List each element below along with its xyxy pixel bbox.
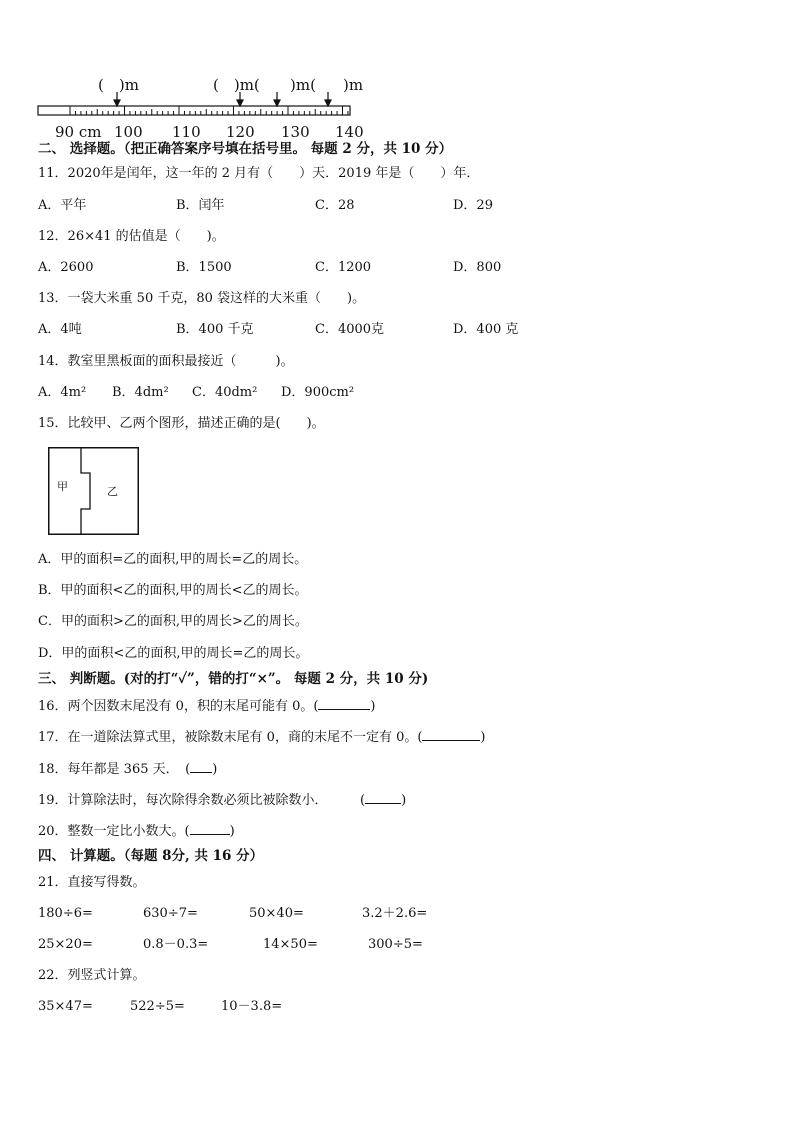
calc-item: 180÷6=	[38, 906, 93, 921]
question-text: 17．在一道除法算式里，被除数末尾有 0，商的末尾不一定有 0。(	[38, 730, 423, 745]
figure-label-left: 甲	[57, 480, 68, 493]
option: C．1200	[315, 260, 372, 275]
section-title: 四、 计算题。（每题 8分, 共 16 分）	[38, 848, 264, 864]
option: D．800	[453, 260, 502, 275]
option: B．甲的面积<乙的面积,甲的周长<乙的周长。	[38, 583, 308, 598]
option: C．4000克	[315, 322, 385, 337]
option: A．4吨	[38, 322, 82, 337]
calc-item: 630÷7=	[143, 906, 198, 921]
question-12: 12．26×41 的估值是（ )。	[38, 229, 225, 244]
close-paren: )	[370, 699, 376, 714]
section-title: 三、 判断题。(对的打“✓”，错的打“×”。 每题 2 分，共 10 分)	[38, 671, 429, 687]
question-13: 13．一袋大米重 50 千克，80 袋这样的大米重（ )。	[38, 291, 366, 306]
ruler-blank-label: ( )m	[98, 76, 139, 94]
option: C．40dm²	[192, 385, 258, 400]
ruler-number: 90 cm	[55, 123, 102, 141]
close-paren: )	[480, 730, 486, 745]
calc-item: 10－3.8=	[221, 999, 283, 1014]
ruler-number: 120	[226, 123, 255, 141]
calc-item: 50×40=	[249, 906, 304, 921]
ruler-blank-label: )m	[343, 76, 364, 94]
question-text: 16．两个因数末尾没有 0，积的末尾可能有 0。(	[38, 699, 319, 714]
ruler-blank-label: ( )m(	[213, 76, 260, 94]
judge-question-17	[38, 728, 486, 746]
judge-question-18	[38, 760, 217, 778]
judge-question-19	[38, 791, 406, 809]
answer-blank[interactable]	[422, 728, 480, 741]
option: D．400 克	[453, 322, 519, 337]
option: A．甲的面积=乙的面积,甲的周长=乙的周长。	[38, 552, 308, 567]
calc-item: 0.8－0.3=	[143, 937, 209, 952]
question-21: 21．直接写得数。	[38, 875, 146, 890]
question-22: 22．列竖式计算。	[38, 968, 146, 983]
ruler-blank-label: )m(	[290, 76, 316, 94]
calc-item: 522÷5=	[130, 999, 185, 1014]
ruler-number: 100	[114, 123, 143, 141]
ruler-number: 140	[335, 123, 364, 141]
ruler-number: 110	[172, 123, 201, 141]
answer-blank[interactable]	[190, 822, 230, 835]
calc-item: 300÷5=	[368, 937, 423, 952]
comparison-figure	[48, 447, 140, 535]
answer-blank[interactable]	[365, 791, 401, 804]
option: D．29	[453, 198, 493, 213]
close-paren: )	[229, 824, 235, 839]
section-title: 二、 选择题。（把正确答案序号填在括号里。 每题 2 分，共 10 分）	[38, 141, 453, 157]
close-paren: )	[401, 793, 407, 808]
question-text: 18．每年都是 365 天． (	[38, 762, 191, 777]
option: D．900cm²	[281, 385, 355, 400]
calc-item: 35×47=	[38, 999, 93, 1014]
ruler-number: 130	[281, 123, 310, 141]
option: A．平年	[38, 198, 87, 213]
option: B．4dm²	[112, 385, 169, 400]
question-text: 20．整数一定比小数大。(	[38, 824, 190, 839]
option: D．甲的面积<乙的面积,甲的周长=乙的周长。	[38, 646, 309, 661]
question-15: 15．比较甲、乙两个图形，描述正确的是( )。	[38, 416, 325, 431]
option: B．400 千克	[176, 322, 254, 337]
calc-item: 25×20=	[38, 937, 93, 952]
calc-item: 14×50=	[263, 937, 318, 952]
close-paren: )	[212, 762, 218, 777]
question-14: 14．教室里黑板面的面积最接近（ )。	[38, 354, 294, 369]
option: A．2600	[38, 260, 94, 275]
judge-question-16	[38, 697, 376, 715]
judge-question-20	[38, 822, 235, 840]
question-text: 19．计算除法时，每次除得余数必须比被除数小． (	[38, 793, 366, 808]
option: C．甲的面积>乙的面积,甲的周长>乙的周长。	[38, 614, 308, 629]
answer-blank[interactable]	[318, 697, 370, 710]
answer-blank[interactable]	[190, 760, 212, 773]
calc-item: 3.2＋2.6=	[362, 906, 428, 921]
figure-label-right: 乙	[107, 485, 118, 498]
option: C．28	[315, 198, 355, 213]
option: A．4m²	[38, 385, 87, 400]
option: B．1500	[176, 260, 232, 275]
question-11: 11．2020年是闰年，这一年的 2 月有（ ）天．2019 年是（ ）年．	[38, 166, 480, 181]
option: B．闰年	[176, 198, 225, 213]
